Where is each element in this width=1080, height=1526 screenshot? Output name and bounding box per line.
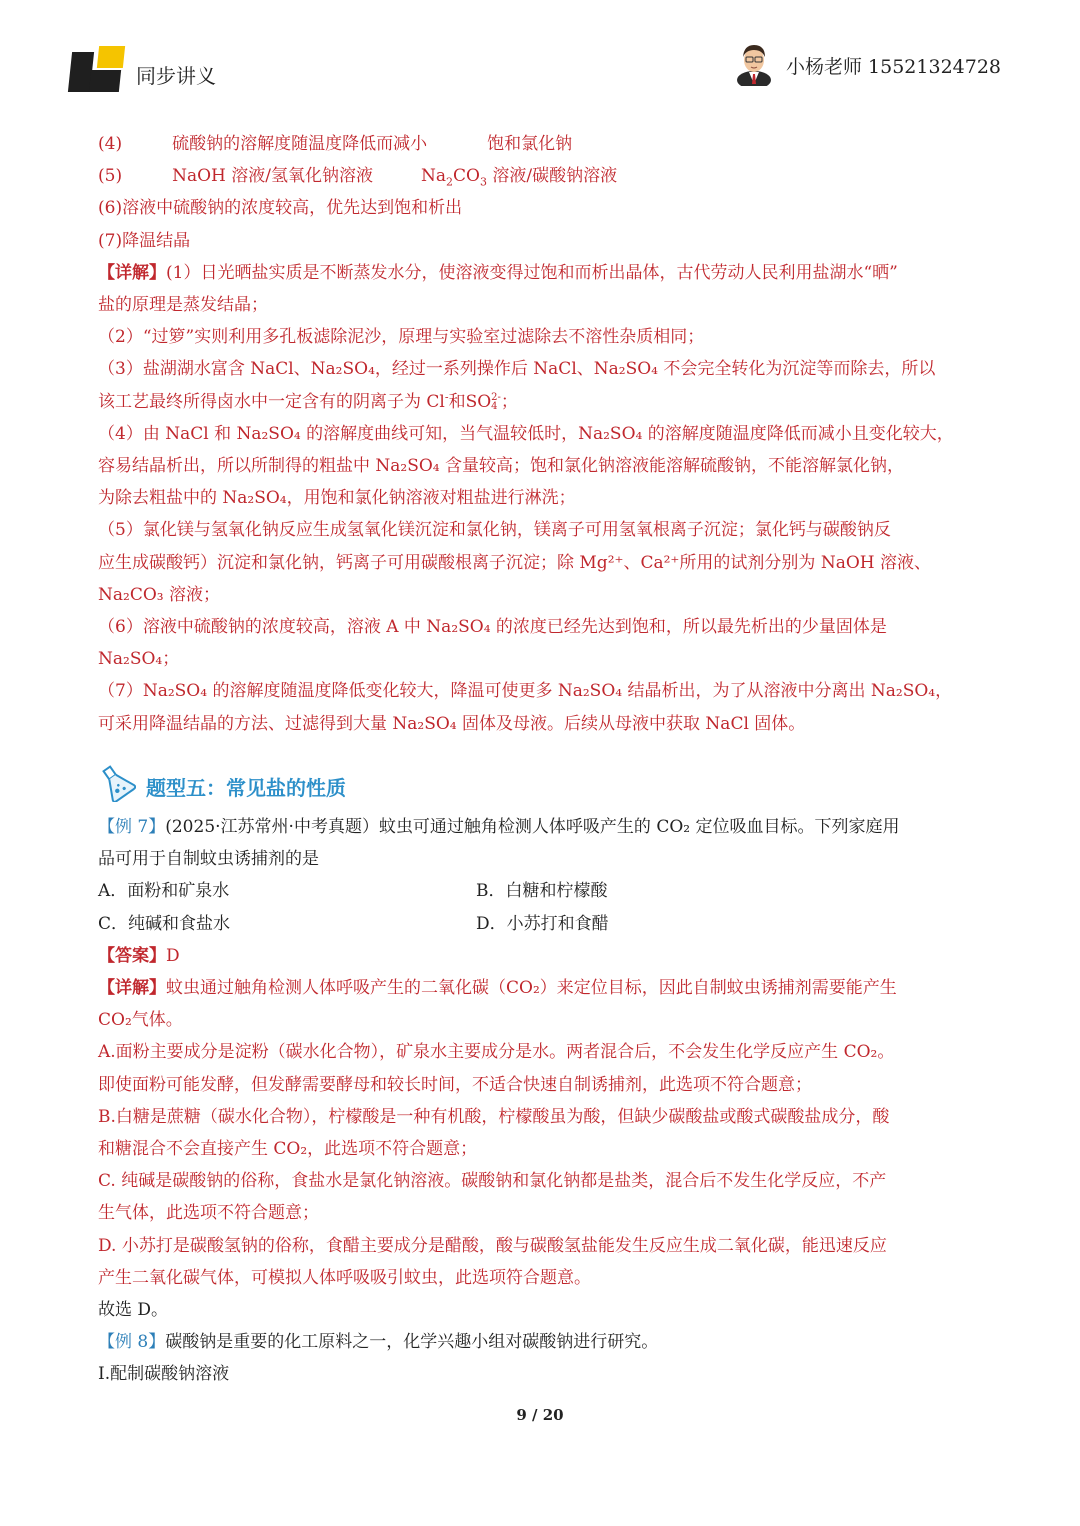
detail-line: 【详解】蚊虫通过触角检测人体呼吸产生的二氧化碳（CO₂）来定位目标，因此自制蚊虫诱捕剂需要能产生	[98, 978, 897, 999]
detail-line: （4）由 NaCl 和 Na₂SO₄ 的溶解度曲线可知，当气温较低时，Na₂SO₄ 的溶解度随温度降低而减小且变化较大，	[98, 423, 954, 444]
page-number: 9 / 20	[516, 1406, 564, 1424]
detail-line: 该工艺最终所得卤水中一定含有的阴离子为 Cl-和SO 2- 4 ；	[98, 389, 518, 413]
detail-line: A.面粉主要成分是淀粉（碳水化合物），矿泉水主要成分是水。两者混合后，不会发生化学反应产生 CO₂。	[98, 1042, 895, 1063]
detail-line: （3）盐湖湖水富含 NaCl、Na₂SO₄，经过一系列操作后 NaCl、Na₂SO₄ 不会完全转化为沉淀等而除去，所以	[98, 359, 936, 380]
teacher-avatar-icon	[734, 40, 774, 86]
answer-6: (6)溶液中硫酸钠的浓度较高，优先达到饱和析出	[98, 198, 463, 219]
document-body	[98, 128, 984, 740]
logo-icon	[70, 46, 126, 92]
detail-line: Na₂SO₄；	[98, 649, 180, 670]
detail-line: Na₂CO₃ 溶液；	[98, 584, 220, 605]
answer-5: (5) NaOH 溶液/氢氧化钠溶液 $Na_2CO_3$ 溶液/碳酸钠溶液	[98, 166, 618, 189]
detail-tag: 【详解】	[98, 978, 166, 999]
detail-line: 产生二氧化碳气体，可模拟人体呼吸吸引蚊虫，此选项符合题意。	[98, 1267, 591, 1288]
option-d: D．小苏打和食醋	[476, 913, 609, 934]
answer-tag: 【答案】	[98, 945, 166, 966]
detail-line: （6）溶液中硫酸钠的浓度较高，溶液 A 中 Na₂SO₄ 的浓度已经先达到饱和，所以最先析出的少量固体是	[98, 617, 887, 638]
detail-line: 和糖混合不会直接产生 CO₂，此选项不符合题意；	[98, 1139, 478, 1160]
detail-line: （2）“过箩”实则利用多孔板滤除泥沙，原理与实验室过滤除去不溶性杂质相同；	[98, 327, 705, 348]
answer-7: (7)降温结晶	[98, 230, 191, 251]
detail-line: D. 小苏打是碳酸氢钠的俗称，食醋主要成分是醋酸，酸与碳酸氢盐能发生反应生成二氧化碳，能迅速反应	[98, 1235, 887, 1256]
brand-title: 同步讲义	[136, 64, 216, 88]
detail-line: 容易结晶析出，所以所制得的粗盐中 Na₂SO₄ 含量较高；饱和氯化钠溶液能溶解硫酸钠，不能溶解氯化钠，	[98, 456, 905, 477]
option-c: C．纯碱和食盐水	[98, 913, 231, 934]
options-row	[98, 908, 984, 940]
option-b: B．白糖和柠檬酸	[476, 881, 608, 902]
options-row	[98, 875, 984, 907]
detail-line: 【详解】(1）日光晒盐实质是不断蒸发水分，使溶液变得过饱和而析出晶体，古代劳动人民利用盐湖水“晒”	[98, 262, 898, 283]
answer-4: (4) 硫酸钠的溶解度随温度降低而减小 饱和氯化钠	[98, 134, 573, 154]
section-title: 题型五：常见盐的性质	[146, 776, 346, 800]
conclusion-line: 故选 D。	[98, 1300, 169, 1321]
detail-line: 即使面粉可能发酵，但发酵需要酵母和较长时间，不适合快速自制诱捕剂，此选项不符合题意；	[98, 1074, 812, 1095]
option-a: A．面粉和矿泉水	[98, 881, 230, 902]
teacher-contact: 小杨老师 15521324728	[786, 56, 1002, 78]
detail-line: （7）Na₂SO₄ 的溶解度随温度降低变化较大，降温可使更多 Na₂SO₄ 结晶析出，为了从溶液中分离出 Na₂SO₄，	[98, 681, 953, 702]
detail-line: 生气体，此选项不符合题意；	[98, 1203, 319, 1224]
detail-line: 为除去粗盐中的 Na₂SO₄，用饱和氯化钠溶液对粗盐进行淋洗；	[98, 488, 576, 509]
subsection-line: I.配制碳酸钠溶液	[98, 1364, 230, 1385]
example-7	[98, 811, 984, 1391]
question-line: 【例 7】(2025·江苏常州·中考真题）蚊虫可通过触角检测人体呼吸产生的 CO₂ 定位吸血目标。下列家庭用	[98, 817, 900, 837]
page-header	[0, 0, 1080, 110]
answer-line	[98, 940, 984, 972]
detail-line: （5）氯化镁与氢氧化钠反应生成氢氧化镁沉淀和氯化钠，镁离子可用氢氧根离子沉淀；氯化钙与碳酸钠反	[98, 520, 891, 541]
example-tag: 【例 8】	[98, 1332, 166, 1353]
detail-line: 盐的原理是蒸发结晶；	[98, 295, 268, 316]
detail-line: B.白糖是蔗糖（碳水化合物），柠檬酸是一种有机酸，柠檬酸虽为酸，但缺少碳酸盐或酸式碳酸盐成分，酸	[98, 1106, 890, 1127]
question-line: 【例 8】碳酸钠是重要的化工原料之一，化学兴趣小组对碳酸钠进行研究。	[98, 1332, 659, 1353]
example-tag: 【例 7】	[98, 817, 166, 837]
answer-value: D	[166, 945, 180, 966]
detail-tag: 【详解】	[98, 262, 166, 283]
detail-line: CO₂气体。	[98, 1010, 183, 1031]
flask-icon	[96, 762, 136, 802]
detail-line: 应生成碳酸钙）沉淀和氯化钠，钙离子可用碳酸根离子沉淀；除 Mg²⁺、Ca²⁺所用的试剂分别为 NaOH 溶液、	[98, 552, 931, 573]
detail-line: C. 纯碱是碳酸钠的俗称，食盐水是氯化钠溶液。碳酸钠和氯化钠都是盐类，混合后不发生化学反应，不产	[98, 1171, 887, 1192]
question-line: 品可用于自制蚊虫诱捕剂的是	[98, 849, 319, 870]
detail-line: 可采用降温结晶的方法、过滤得到大量 Na₂SO₄ 固体及母液。后续从母液中获取 NaCl 固体。	[98, 713, 806, 734]
